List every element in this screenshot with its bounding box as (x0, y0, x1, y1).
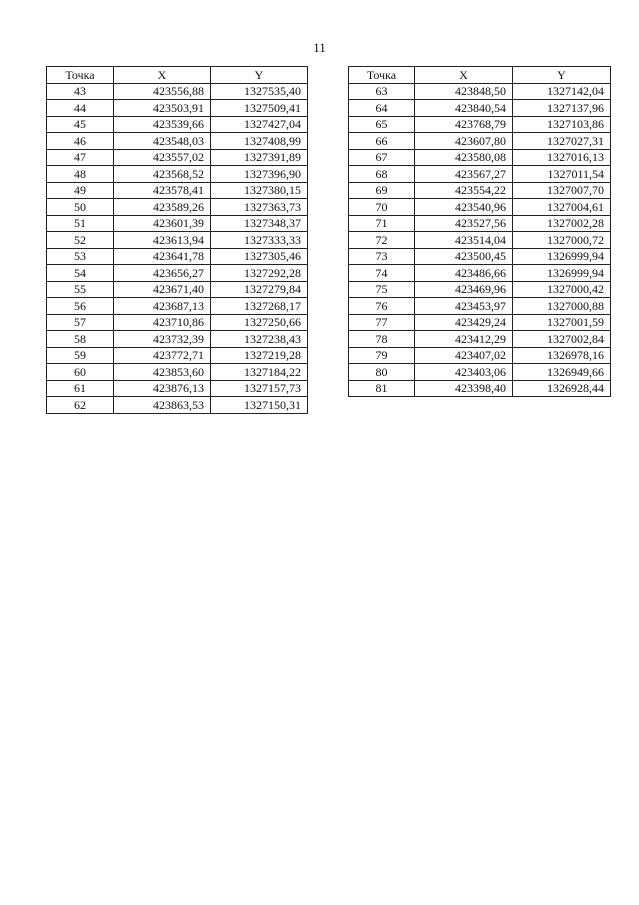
table-row (47, 397, 308, 414)
table-row (47, 116, 308, 133)
point-cell: 55 (47, 281, 114, 298)
point-cell: 71 (349, 215, 415, 232)
table-row (47, 215, 308, 232)
table-header-row (349, 67, 611, 84)
point-cell: 51 (47, 215, 114, 232)
table-row (349, 83, 611, 100)
table-row (47, 232, 308, 249)
point-cell: 66 (349, 133, 415, 150)
y-cell: 1327142,04 (513, 83, 611, 100)
point-cell: 46 (47, 133, 114, 150)
point-cell: 49 (47, 182, 114, 199)
point-cell: 59 (47, 347, 114, 364)
table-row (349, 298, 611, 315)
y-cell: 1327292,28 (211, 265, 308, 282)
y-cell: 1326928,44 (513, 380, 611, 397)
x-cell: 423876,13 (114, 380, 211, 397)
x-cell: 423554,22 (415, 182, 513, 199)
point-cell: 77 (349, 314, 415, 331)
x-cell: 423710,86 (114, 314, 211, 331)
table-row (349, 133, 611, 150)
table-row (47, 331, 308, 348)
y-cell: 1327509,41 (211, 100, 308, 117)
point-cell: 43 (47, 83, 114, 100)
x-cell: 423641,78 (114, 248, 211, 265)
header-point: Точка (349, 67, 415, 84)
x-cell: 423556,88 (114, 83, 211, 100)
x-cell: 423557,02 (114, 149, 211, 166)
y-cell: 1327002,28 (513, 215, 611, 232)
header-y: Y (211, 67, 308, 84)
x-cell: 423403,06 (415, 364, 513, 381)
table-row (47, 265, 308, 282)
point-cell: 76 (349, 298, 415, 315)
point-cell: 50 (47, 199, 114, 216)
point-cell: 70 (349, 199, 415, 216)
table-row (47, 380, 308, 397)
y-cell: 1327000,72 (513, 232, 611, 249)
point-cell: 81 (349, 380, 415, 397)
table-row (349, 116, 611, 133)
point-cell: 47 (47, 149, 114, 166)
x-cell: 423589,26 (114, 199, 211, 216)
y-cell: 1327137,96 (513, 100, 611, 117)
point-cell: 62 (47, 397, 114, 414)
table-row (349, 199, 611, 216)
table-row (349, 314, 611, 331)
header-y: Y (513, 67, 611, 84)
point-cell: 69 (349, 182, 415, 199)
table-body-left (47, 83, 308, 413)
table-row (47, 298, 308, 315)
table-row (349, 281, 611, 298)
point-cell: 56 (47, 298, 114, 315)
x-cell: 423613,94 (114, 232, 211, 249)
table-row (47, 347, 308, 364)
point-cell: 44 (47, 100, 114, 117)
y-cell: 1327363,73 (211, 199, 308, 216)
x-cell: 423656,27 (114, 265, 211, 282)
table-row (47, 149, 308, 166)
y-cell: 1327408,99 (211, 133, 308, 150)
point-cell: 60 (47, 364, 114, 381)
table-row (349, 166, 611, 183)
point-cell: 74 (349, 265, 415, 282)
y-cell: 1327535,40 (211, 83, 308, 100)
table-row (47, 281, 308, 298)
header-point: Точка (47, 67, 114, 84)
y-cell: 1327016,13 (513, 149, 611, 166)
x-cell: 423848,50 (415, 83, 513, 100)
x-cell: 423539,66 (114, 116, 211, 133)
x-cell: 423687,13 (114, 298, 211, 315)
table-row (47, 100, 308, 117)
point-cell: 63 (349, 83, 415, 100)
table-row (349, 248, 611, 265)
y-cell: 1327333,33 (211, 232, 308, 249)
point-cell: 48 (47, 166, 114, 183)
x-cell: 423412,29 (415, 331, 513, 348)
table-row (349, 331, 611, 348)
y-cell: 1327238,43 (211, 331, 308, 348)
x-cell: 423671,40 (114, 281, 211, 298)
x-cell: 423580,08 (415, 149, 513, 166)
y-cell: 1327150,31 (211, 397, 308, 414)
table-body-right (349, 83, 611, 397)
point-cell: 73 (349, 248, 415, 265)
y-cell: 1327391,89 (211, 149, 308, 166)
y-cell: 1326978,16 (513, 347, 611, 364)
y-cell: 1327396,90 (211, 166, 308, 183)
y-cell: 1327027,31 (513, 133, 611, 150)
table-row (349, 100, 611, 117)
x-cell: 423601,39 (114, 215, 211, 232)
y-cell: 1327279,84 (211, 281, 308, 298)
table-header-row (47, 67, 308, 84)
y-cell: 1327001,59 (513, 314, 611, 331)
point-cell: 75 (349, 281, 415, 298)
x-cell: 423398,40 (415, 380, 513, 397)
y-cell: 1327103,86 (513, 116, 611, 133)
y-cell: 1327000,88 (513, 298, 611, 315)
y-cell: 1327004,61 (513, 199, 611, 216)
x-cell: 423429,24 (415, 314, 513, 331)
x-cell: 423514,04 (415, 232, 513, 249)
table-row (349, 182, 611, 199)
y-cell: 1326949,66 (513, 364, 611, 381)
table-row (349, 149, 611, 166)
x-cell: 423503,91 (114, 100, 211, 117)
table-row (47, 199, 308, 216)
y-cell: 1327219,28 (211, 347, 308, 364)
x-cell: 423548,03 (114, 133, 211, 150)
table-row (47, 314, 308, 331)
point-cell: 54 (47, 265, 114, 282)
point-cell: 58 (47, 331, 114, 348)
table-row (349, 265, 611, 282)
x-cell: 423453,97 (415, 298, 513, 315)
point-cell: 67 (349, 149, 415, 166)
y-cell: 1327184,22 (211, 364, 308, 381)
point-cell: 57 (47, 314, 114, 331)
point-cell: 78 (349, 331, 415, 348)
x-cell: 423768,79 (415, 116, 513, 133)
x-cell: 423607,80 (415, 133, 513, 150)
x-cell: 423486,66 (415, 265, 513, 282)
y-cell: 1327000,42 (513, 281, 611, 298)
y-cell: 1327250,66 (211, 314, 308, 331)
y-cell: 1327157,73 (211, 380, 308, 397)
point-cell: 68 (349, 166, 415, 183)
point-cell: 65 (349, 116, 415, 133)
table-row (47, 182, 308, 199)
table-row (349, 364, 611, 381)
x-cell: 423568,52 (114, 166, 211, 183)
y-cell: 1326999,94 (513, 248, 611, 265)
x-cell: 423863,53 (114, 397, 211, 414)
x-cell: 423853,60 (114, 364, 211, 381)
point-cell: 61 (47, 380, 114, 397)
point-cell: 80 (349, 364, 415, 381)
y-cell: 1327002,84 (513, 331, 611, 348)
y-cell: 1327380,15 (211, 182, 308, 199)
x-cell: 423500,45 (415, 248, 513, 265)
point-cell: 53 (47, 248, 114, 265)
table-row (349, 380, 611, 397)
header-x: X (415, 67, 513, 84)
x-cell: 423527,56 (415, 215, 513, 232)
x-cell: 423732,39 (114, 331, 211, 348)
x-cell: 423469,96 (415, 281, 513, 298)
table-row (47, 83, 308, 100)
point-cell: 52 (47, 232, 114, 249)
table-row (349, 347, 611, 364)
y-cell: 1327268,17 (211, 298, 308, 315)
x-cell: 423567,27 (415, 166, 513, 183)
table-row (349, 232, 611, 249)
y-cell: 1327011,54 (513, 166, 611, 183)
x-cell: 423840,54 (415, 100, 513, 117)
x-cell: 423407,02 (415, 347, 513, 364)
table-row (349, 215, 611, 232)
y-cell: 1327348,37 (211, 215, 308, 232)
table-row (47, 166, 308, 183)
x-cell: 423772,71 (114, 347, 211, 364)
point-cell: 64 (349, 100, 415, 117)
y-cell: 1326999,94 (513, 265, 611, 282)
point-cell: 72 (349, 232, 415, 249)
y-cell: 1327305,46 (211, 248, 308, 265)
table-row (47, 364, 308, 381)
point-cell: 79 (349, 347, 415, 364)
page-number: 11 (313, 40, 326, 55)
header-x: X (114, 67, 211, 84)
y-cell: 1327007,70 (513, 182, 611, 199)
point-cell: 45 (47, 116, 114, 133)
table-row (47, 133, 308, 150)
table-row (47, 248, 308, 265)
x-cell: 423578,41 (114, 182, 211, 199)
coordinates-table-right (348, 66, 611, 397)
y-cell: 1327427,04 (211, 116, 308, 133)
coordinates-table-left (46, 66, 308, 414)
x-cell: 423540,96 (415, 199, 513, 216)
